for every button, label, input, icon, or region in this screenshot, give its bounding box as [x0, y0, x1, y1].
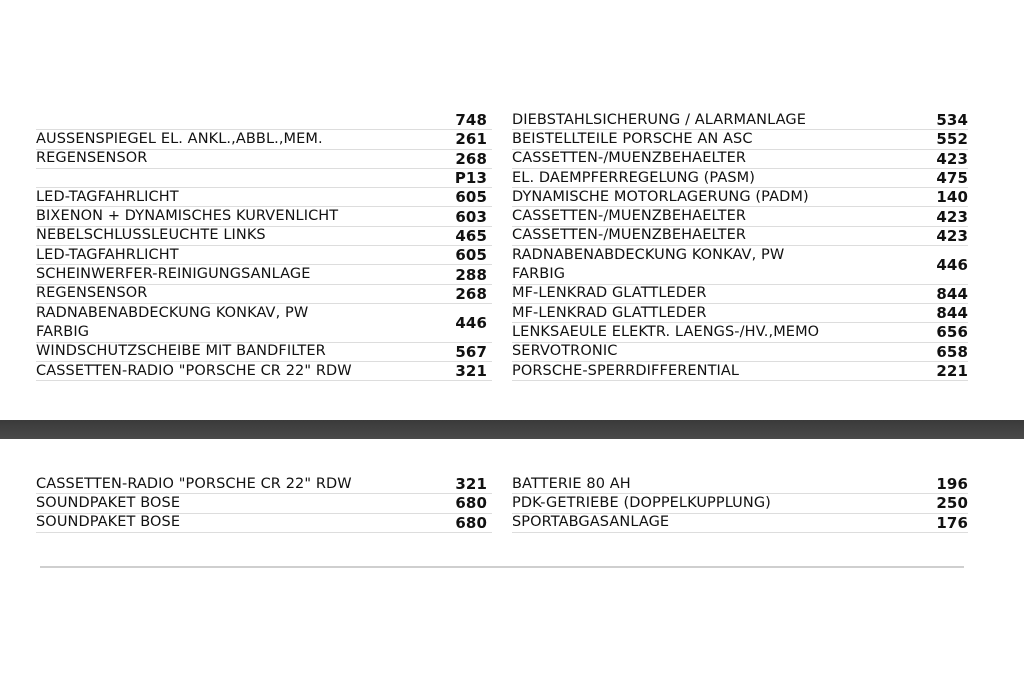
options-column-right: [512, 475, 968, 533]
option-description: MF-LENKRAD GLATTLEDER: [512, 304, 707, 321]
option-row: [36, 304, 492, 343]
option-row: [512, 475, 968, 494]
option-row: [36, 265, 492, 284]
options-column-left: [36, 111, 492, 381]
option-row: [36, 130, 492, 149]
horizontal-rule: [40, 566, 964, 568]
option-row: [512, 514, 968, 533]
option-code: 748: [455, 111, 487, 130]
option-row: [512, 150, 968, 169]
options-table-bottom: [36, 475, 968, 533]
option-description: DYNAMISCHE MOTORLAGERUNG (PADM): [512, 188, 809, 205]
option-row: [36, 285, 492, 304]
option-code: 844: [936, 304, 968, 323]
option-description: SCHEINWERFER-REINIGUNGSANLAGE: [36, 266, 311, 283]
option-description: EL. DAEMPFERREGELUNG (PASM): [512, 169, 756, 186]
option-description: LED-TAGFAHRLICHT: [36, 246, 179, 263]
option-description: AUSSENSPIEGEL EL. ANKL.,ABBL.,MEM.: [36, 130, 323, 147]
option-row: [512, 362, 968, 381]
option-description: MF-LENKRAD GLATTLEDER: [512, 285, 707, 302]
option-code: 221: [936, 362, 968, 380]
option-code: 465: [455, 226, 487, 245]
option-row: [36, 169, 492, 188]
options-column-left: [36, 475, 492, 533]
option-row: [512, 323, 968, 342]
option-code: 603: [455, 207, 487, 226]
option-description: CASSETTEN-/MUENZBEHAELTER: [512, 208, 747, 225]
option-code: 605: [455, 188, 487, 207]
option-row: [512, 304, 968, 323]
option-description: RADNABENABDECKUNG KONKAV, PW FARBIG: [36, 304, 309, 340]
option-description: SPORTABGASANLAGE: [512, 514, 670, 531]
option-code: 446: [936, 255, 968, 274]
option-description: BATTERIE 80 AH: [512, 475, 631, 492]
option-row: [36, 362, 492, 381]
option-description: LENKSAEULE ELEKTR. LAENGS-/HV.,MEMO: [512, 323, 820, 340]
option-code: 321: [455, 362, 487, 380]
option-row: [512, 246, 968, 285]
option-row: [512, 188, 968, 207]
option-code: 446: [455, 313, 487, 332]
option-code: 534: [936, 111, 968, 130]
option-code: 261: [455, 130, 487, 149]
option-code: 844: [936, 284, 968, 303]
option-code: 176: [936, 513, 968, 532]
option-row: [36, 475, 492, 494]
option-code: 567: [455, 342, 487, 361]
option-description: LED-TAGFAHRLICHT: [36, 188, 179, 205]
option-code: P13: [454, 169, 487, 188]
option-code: 423: [936, 226, 968, 245]
option-row: [512, 494, 968, 513]
option-description: BIXENON + DYNAMISCHES KURVENLICHT: [36, 208, 339, 225]
option-code: 140: [936, 188, 968, 207]
option-description: WINDSCHUTZSCHEIBE MIT BANDFILTER: [36, 343, 326, 360]
option-description: SERVOTRONIC: [512, 343, 618, 360]
option-code: 288: [455, 265, 487, 284]
option-code: 658: [936, 342, 968, 361]
option-code: 268: [455, 284, 487, 303]
option-code: 680: [455, 494, 487, 513]
option-row: [512, 130, 968, 149]
option-row: [36, 227, 492, 246]
option-row: [36, 188, 492, 207]
option-code: 423: [936, 149, 968, 168]
option-description: SOUNDPAKET BOSE: [36, 494, 181, 511]
option-description: REGENSENSOR: [36, 285, 148, 302]
option-row: [512, 207, 968, 226]
option-description: CASSETTEN-RADIO "PORSCHE CR 22" RDW: [36, 475, 352, 492]
option-code: 250: [936, 494, 968, 513]
option-description: CASSETTEN-/MUENZBEHAELTER: [512, 227, 747, 244]
option-row: [512, 343, 968, 362]
option-description: PDK-GETRIEBE (DOPPELKUPPLUNG): [512, 494, 771, 511]
option-code: 196: [936, 475, 968, 494]
option-code: 268: [455, 149, 487, 168]
option-row: [512, 227, 968, 246]
option-row: [36, 343, 492, 362]
option-description: DIEBSTAHLSICHERUNG / ALARMANLAGE: [512, 111, 806, 128]
option-description: BEISTELLTEILE PORSCHE AN ASC: [512, 130, 753, 147]
option-row: [512, 111, 968, 130]
option-row: [36, 111, 492, 130]
option-code: 475: [936, 169, 968, 188]
option-row: [512, 285, 968, 304]
option-code: 605: [455, 246, 487, 265]
option-description: RADNABENABDECKUNG KONKAV, PW FARBIG: [512, 246, 785, 282]
option-description: CASSETTEN-/MUENZBEHAELTER: [512, 150, 747, 167]
options-column-right: [512, 111, 968, 381]
option-row: [512, 169, 968, 188]
option-row: [36, 514, 492, 533]
section-divider-band: [0, 420, 1024, 439]
option-row: [36, 494, 492, 513]
option-code: 656: [936, 323, 968, 342]
option-code: 680: [455, 513, 487, 532]
options-table-top: [36, 111, 968, 381]
option-row: [36, 150, 492, 169]
option-description: PORSCHE-SPERRDIFFERENTIAL: [512, 362, 740, 379]
option-description: NEBELSCHLUSSLEUCHTE LINKS: [36, 227, 266, 244]
option-description: SOUNDPAKET BOSE: [36, 514, 181, 531]
option-code: 552: [936, 130, 968, 149]
option-code: 423: [936, 207, 968, 226]
option-row: [36, 207, 492, 226]
option-row: [36, 246, 492, 265]
option-description: REGENSENSOR: [36, 150, 148, 167]
option-code: 321: [455, 475, 487, 494]
option-description: CASSETTEN-RADIO "PORSCHE CR 22" RDW: [36, 362, 352, 379]
